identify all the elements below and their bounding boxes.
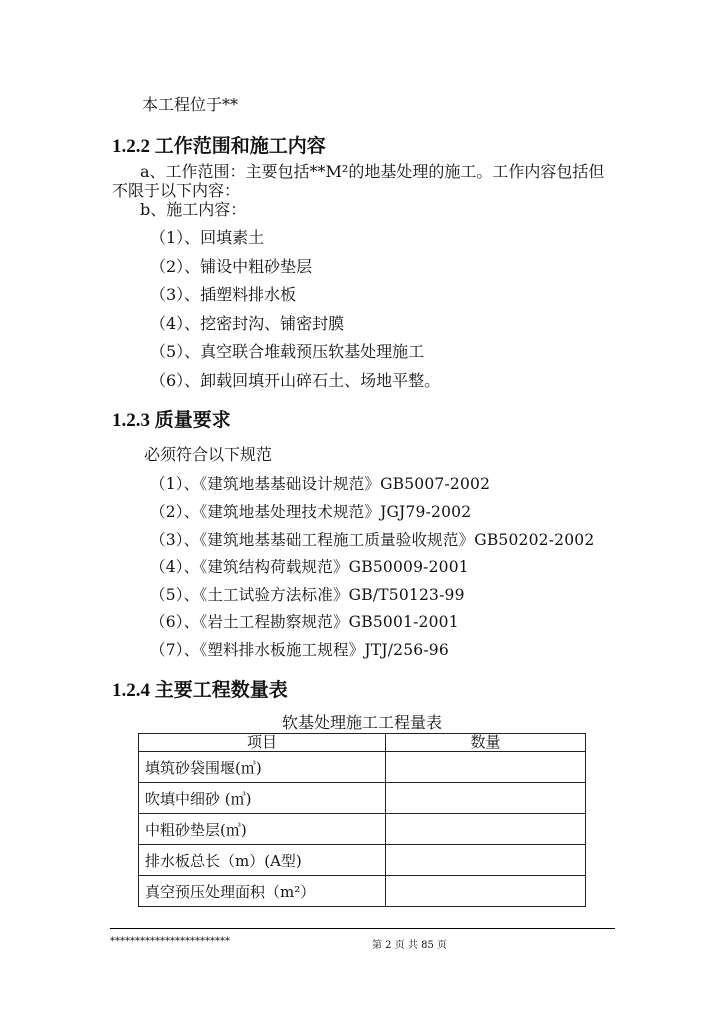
standard-item: （3）、《建筑地基基础工程施工质量验收规范》GB50202-2002: [150, 531, 595, 549]
construction-item: （1）、回填素土: [150, 228, 265, 247]
table-header-row: [139, 734, 586, 752]
table-cell-quantity: [386, 876, 586, 907]
standard-item: （2）、《建筑地基处理技术规范》JGJ79-2002: [150, 503, 472, 521]
construction-item: （2）、铺设中粗砂垫层: [150, 257, 313, 276]
column-header-quantity: 数量: [386, 734, 586, 752]
footer-divider: [110, 928, 615, 929]
standards-intro: 必须符合以下规范: [144, 445, 273, 464]
construction-item: （4）、挖密封沟、铺密封膜: [150, 314, 345, 333]
scope-line-1: a、工作范围：主要包括**M²的地基处理的施工。工作内容包括但: [140, 162, 605, 181]
table-cell-item: 真空预压处理面积（m²）: [139, 876, 386, 907]
scope-line-2: 不限于以下内容：: [112, 181, 241, 200]
standard-item: （1）、《建筑地基基础设计规范》GB5007-2002: [150, 475, 491, 493]
standard-item: （6）、《岩土工程勘察规范》GB5001-2001: [150, 613, 459, 631]
section-heading-1-2-2: 1.2.2 工作范围和施工内容: [112, 136, 326, 157]
table-row: [139, 752, 586, 783]
table-cell-item: 排水板总长（m）(A型): [139, 845, 386, 876]
table-title: 软基处理施工工程量表: [281, 713, 442, 732]
section-heading-1-2-4: 1.2.4 主要工程数量表: [112, 680, 288, 701]
table-cell-quantity: [386, 814, 586, 845]
table-cell-item: 吹填中细砂 (㎥): [139, 783, 386, 814]
footer-stars: ************************: [110, 936, 230, 947]
table-row: [139, 783, 586, 814]
table-cell-quantity: [386, 752, 586, 783]
table-cell-item: 中粗砂垫层(㎥): [139, 814, 386, 845]
page-number: 第 2 页 共 85 页: [372, 940, 447, 951]
intro-text: 本工程位于**: [142, 95, 239, 114]
column-header-item: 项目: [139, 734, 386, 752]
construction-content-label: b、施工内容：: [140, 200, 247, 219]
table-cell-quantity: [386, 783, 586, 814]
construction-item: （3）、插塑料排水板: [150, 285, 297, 304]
construction-item: （5）、真空联合堆载预压软基处理施工: [150, 342, 425, 361]
standard-item: （7）、《塑料排水板施工规程》JTJ/256-96: [150, 641, 449, 659]
table-cell-item: 填筑砂袋围堰(㎥): [139, 752, 386, 783]
section-heading-1-2-3: 1.2.3 质量要求: [112, 410, 231, 431]
quantity-table: [138, 733, 586, 907]
table-row: [139, 876, 586, 907]
construction-item: （6）、卸载回填开山碎石土、场地平整。: [150, 371, 441, 390]
standard-item: （5）、《土工试验方法标准》GB/T50123-99: [150, 586, 465, 604]
table-cell-quantity: [386, 845, 586, 876]
standard-item: （4）、《建筑结构荷载规范》GB50009-2001: [150, 558, 469, 576]
table-row: [139, 814, 586, 845]
table-row: [139, 845, 586, 876]
